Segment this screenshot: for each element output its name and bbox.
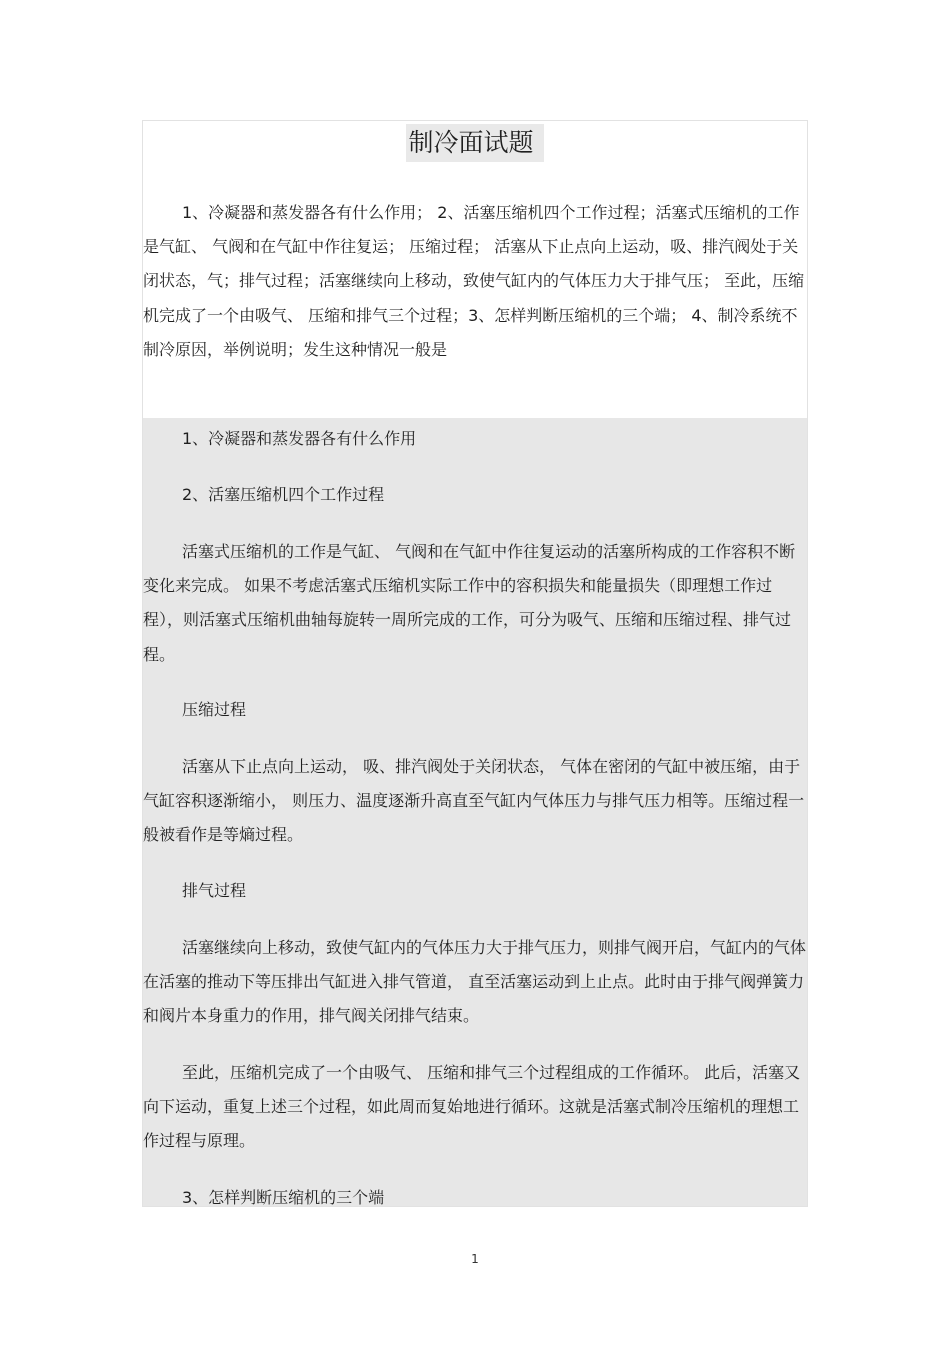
paragraph-discharge-process: 活塞继续向上移动，致使气缸内的气体压力大于排气压力，则排气阀开启，气缸内的气体在活塞的推动下等压排出气缸进入排气管道， 直至活塞运动到上止点。此时由于排气阀弹簧力和阀片本身重力的作用，排气阀关闭排气结束。 [143, 938, 807, 1026]
section-heading-compression: 压缩过程 [182, 700, 247, 719]
title-wrap [0, 124, 950, 162]
section-heading-condenser: 1、冷凝器和蒸发器各有什么作用 [182, 429, 417, 448]
paragraph-compression-process: 活塞从下止点向上运动， 吸、排汽阀处于关闭状态， 气体在密闭的气缸中被压缩，由于气缸容积逐渐缩小， 则压力、温度逐渐升高直至气缸内气体压力与排气压力相等。压缩过程一般被看作是等熵过程。 [143, 757, 805, 845]
paragraph-work-cycle: 至此，压缩机完成了一个由吸气、 压缩和排气三个过程组成的工作循环。 此后，活塞又向下运动，重复上述三个过程，如此周而复始地进行循环。这就是活塞式制冷压缩机的理想工作过程与原理。 [143, 1063, 801, 1151]
section-heading-discharge: 排气过程 [182, 881, 247, 900]
section-heading-four-processes: 2、活塞压缩机四个工作过程 [182, 485, 385, 504]
page-number: 1 [471, 1252, 479, 1266]
section-heading-three-terminals: 3、怎样判断压缩机的三个端 [182, 1188, 385, 1207]
summary-paragraph: 1、冷凝器和蒸发器各有什么作用； 2、活塞压缩机四个工作过程；活塞式压缩机的工作是气缸、 气阀和在气缸中作往复运； 压缩过程； 活塞从下止点向上运动，吸、排汽阀处于关闭状态，气；排气过程；活塞继续向上移动，致使气缸内的气体压力大于排气压； 至此，压缩机完成了一个由吸气、 压缩和排气三个过程；3、怎样判断压缩机的三个端； 4、制冷系统不制冷原因，举例说明；发生这种情况一般是 [143, 203, 805, 359]
page-title: 制冷面试题 [406, 124, 543, 162]
paragraph-compressor-work: 活塞式压缩机的工作是气缸、 气阀和在气缸中作往复运动的活塞所构成的工作容积不断变化来完成。 如果不考虑活塞式压缩机实际工作中的容积损失和能量损失（即理想工作过程），则活塞式压缩机曲轴每旋转一周所完成的工作，可分为吸气、压缩和压缩过程、排气过程。 [143, 542, 796, 664]
